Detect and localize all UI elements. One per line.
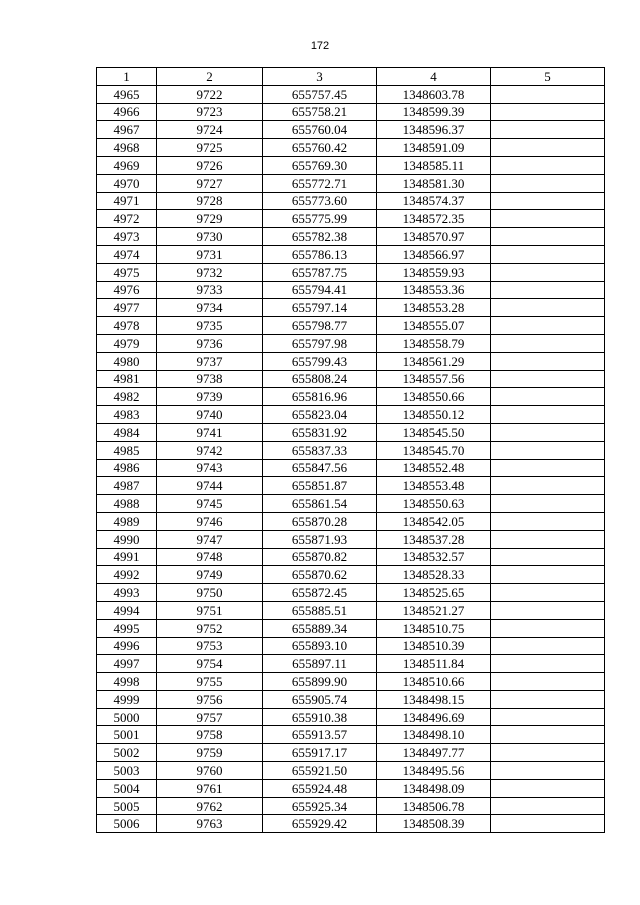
table-cell: 9762 [157, 797, 263, 815]
table-cell: 1348550.12 [377, 406, 491, 424]
table-cell: 4984 [97, 423, 157, 441]
table-cell: 9729 [157, 210, 263, 228]
table-cell [491, 263, 605, 281]
table-cell [491, 584, 605, 602]
table-cell: 1348508.39 [377, 815, 491, 833]
table-row [97, 779, 605, 797]
table-cell: 655889.34 [263, 619, 377, 637]
table-cell: 1348521.27 [377, 601, 491, 619]
table-cell: 9761 [157, 779, 263, 797]
table-cell [491, 815, 605, 833]
table-row [97, 139, 605, 157]
table-cell: 1348553.48 [377, 477, 491, 495]
table-cell: 9739 [157, 388, 263, 406]
table-cell [491, 156, 605, 174]
table-row [97, 797, 605, 815]
table-cell: 1348566.97 [377, 245, 491, 263]
table-cell: 9734 [157, 299, 263, 317]
table-row [97, 690, 605, 708]
table-cell: 655772.71 [263, 174, 377, 192]
table-cell: 4976 [97, 281, 157, 299]
table-cell [491, 495, 605, 513]
table-cell: 9756 [157, 690, 263, 708]
table-cell: 4967 [97, 121, 157, 139]
table-cell: 655808.24 [263, 370, 377, 388]
table-cell: 1348525.65 [377, 584, 491, 602]
table-cell: 1348596.37 [377, 121, 491, 139]
table-cell [491, 370, 605, 388]
table-cell [491, 121, 605, 139]
table-cell: 4974 [97, 245, 157, 263]
table-row [97, 174, 605, 192]
table-cell: 1348510.66 [377, 673, 491, 691]
table-cell: 4994 [97, 601, 157, 619]
table-cell [491, 655, 605, 673]
table-cell [491, 388, 605, 406]
table-cell: 1348542.05 [377, 512, 491, 530]
table-cell: 4987 [97, 477, 157, 495]
table-cell: 655872.45 [263, 584, 377, 602]
table-row [97, 352, 605, 370]
table-cell: 9722 [157, 85, 263, 103]
table-cell: 655786.13 [263, 245, 377, 263]
table-cell [491, 317, 605, 335]
table-cell: 9735 [157, 317, 263, 335]
table-row [97, 566, 605, 584]
table-cell: 655773.60 [263, 192, 377, 210]
table-cell: 655831.92 [263, 423, 377, 441]
table-cell: 4972 [97, 210, 157, 228]
table-cell: 1348574.37 [377, 192, 491, 210]
table-row [97, 512, 605, 530]
table-cell: 5004 [97, 779, 157, 797]
table-cell: 1348552.48 [377, 459, 491, 477]
table-cell: 655799.43 [263, 352, 377, 370]
table-cell [491, 797, 605, 815]
table-cell: 1348558.79 [377, 334, 491, 352]
table-cell: 1348553.36 [377, 281, 491, 299]
table-cell: 655893.10 [263, 637, 377, 655]
table-cell: 1348550.66 [377, 388, 491, 406]
table-cell: 1348497.77 [377, 744, 491, 762]
table-cell [491, 85, 605, 103]
table-cell: 4969 [97, 156, 157, 174]
table-cell: 9759 [157, 744, 263, 762]
table-cell: 1348603.78 [377, 85, 491, 103]
table-cell: 9730 [157, 228, 263, 246]
table-cell: 4975 [97, 263, 157, 281]
table-cell [491, 601, 605, 619]
table-header-row [97, 68, 605, 86]
table-cell: 655897.11 [263, 655, 377, 673]
table-cell: 4970 [97, 174, 157, 192]
table-cell: 9740 [157, 406, 263, 424]
table-cell: 4977 [97, 299, 157, 317]
table-cell: 9757 [157, 708, 263, 726]
table-cell: 9725 [157, 139, 263, 157]
table-cell: 9741 [157, 423, 263, 441]
table-cell: 4989 [97, 512, 157, 530]
table-cell [491, 708, 605, 726]
column-header: 3 [263, 68, 377, 86]
table-cell: 9733 [157, 281, 263, 299]
table-cell: 5002 [97, 744, 157, 762]
table-row [97, 210, 605, 228]
table-cell: 655925.34 [263, 797, 377, 815]
table-row [97, 655, 605, 673]
table-cell: 655769.30 [263, 156, 377, 174]
table-cell: 1348498.15 [377, 690, 491, 708]
table-cell: 655798.77 [263, 317, 377, 335]
table-cell: 4991 [97, 548, 157, 566]
table-cell: 4997 [97, 655, 157, 673]
table-cell: 4983 [97, 406, 157, 424]
table-cell: 9738 [157, 370, 263, 388]
table-row [97, 584, 605, 602]
table-cell: 1348532.57 [377, 548, 491, 566]
table-row [97, 370, 605, 388]
table-cell: 1348498.10 [377, 726, 491, 744]
table-cell [491, 441, 605, 459]
table-cell [491, 299, 605, 317]
table-cell [491, 406, 605, 424]
table-cell: 655797.14 [263, 299, 377, 317]
table-row [97, 281, 605, 299]
table-cell: 655929.42 [263, 815, 377, 833]
table-cell: 4968 [97, 139, 157, 157]
table-cell [491, 726, 605, 744]
table-cell: 4992 [97, 566, 157, 584]
table-row [97, 263, 605, 281]
table-cell: 9760 [157, 762, 263, 780]
table-cell [491, 619, 605, 637]
table-cell: 4998 [97, 673, 157, 691]
table-cell [491, 103, 605, 121]
table-cell: 1348545.50 [377, 423, 491, 441]
table-cell [491, 245, 605, 263]
table-cell [491, 566, 605, 584]
table-row [97, 156, 605, 174]
table-row [97, 548, 605, 566]
table-cell: 4982 [97, 388, 157, 406]
table-cell: 655816.96 [263, 388, 377, 406]
table-cell: 1348559.93 [377, 263, 491, 281]
table-cell: 9763 [157, 815, 263, 833]
table-cell: 9753 [157, 637, 263, 655]
table-cell: 655885.51 [263, 601, 377, 619]
table-cell [491, 690, 605, 708]
table-cell [491, 744, 605, 762]
table-cell: 9724 [157, 121, 263, 139]
table-cell: 9743 [157, 459, 263, 477]
table-cell: 4990 [97, 530, 157, 548]
table-cell: 655794.41 [263, 281, 377, 299]
table-cell: 655871.93 [263, 530, 377, 548]
table-cell: 655870.28 [263, 512, 377, 530]
column-header: 1 [97, 68, 157, 86]
table-cell: 9746 [157, 512, 263, 530]
table-cell: 9748 [157, 548, 263, 566]
table-cell: 655851.87 [263, 477, 377, 495]
table-cell: 9742 [157, 441, 263, 459]
table-row [97, 85, 605, 103]
table-cell: 9744 [157, 477, 263, 495]
table-cell: 1348510.39 [377, 637, 491, 655]
table-cell: 9749 [157, 566, 263, 584]
table-row [97, 495, 605, 513]
table-cell: 655775.99 [263, 210, 377, 228]
table-cell: 1348591.09 [377, 139, 491, 157]
table-cell [491, 459, 605, 477]
table-cell: 4999 [97, 690, 157, 708]
table-cell: 9737 [157, 352, 263, 370]
table-cell: 655782.38 [263, 228, 377, 246]
table-row [97, 299, 605, 317]
table-cell: 1348506.78 [377, 797, 491, 815]
table-cell: 9732 [157, 263, 263, 281]
table-cell: 1348572.35 [377, 210, 491, 228]
table-cell: 9726 [157, 156, 263, 174]
table-cell: 5003 [97, 762, 157, 780]
table-body [97, 85, 605, 832]
table-cell [491, 281, 605, 299]
table-cell: 1348585.11 [377, 156, 491, 174]
table-cell: 9723 [157, 103, 263, 121]
table-cell: 1348561.29 [377, 352, 491, 370]
table-cell: 4980 [97, 352, 157, 370]
table-cell: 4993 [97, 584, 157, 602]
column-header: 4 [377, 68, 491, 86]
table-cell: 4996 [97, 637, 157, 655]
table-row [97, 601, 605, 619]
table-cell: 1348550.63 [377, 495, 491, 513]
table-cell: 9758 [157, 726, 263, 744]
table-cell: 4966 [97, 103, 157, 121]
table-cell: 9750 [157, 584, 263, 602]
table-row [97, 815, 605, 833]
page-number: 172 [310, 40, 330, 52]
table-cell: 655917.17 [263, 744, 377, 762]
table-cell [491, 210, 605, 228]
coordinates-table [96, 67, 605, 833]
table-cell: 655760.04 [263, 121, 377, 139]
table-cell: 1348495.56 [377, 762, 491, 780]
table-row [97, 228, 605, 246]
table-cell: 1348570.97 [377, 228, 491, 246]
table-row [97, 423, 605, 441]
table-cell: 655905.74 [263, 690, 377, 708]
table-cell: 9754 [157, 655, 263, 673]
table-cell: 655861.54 [263, 495, 377, 513]
table-row [97, 192, 605, 210]
table-cell: 1348510.75 [377, 619, 491, 637]
table-row [97, 317, 605, 335]
table-cell: 1348511.84 [377, 655, 491, 673]
table-row [97, 673, 605, 691]
table-cell: 9727 [157, 174, 263, 192]
table-cell [491, 139, 605, 157]
table-cell: 1348528.33 [377, 566, 491, 584]
table-row [97, 530, 605, 548]
table-cell: 655870.82 [263, 548, 377, 566]
column-header: 2 [157, 68, 263, 86]
table-cell: 9728 [157, 192, 263, 210]
table-cell: 1348537.28 [377, 530, 491, 548]
table-row [97, 406, 605, 424]
table-cell: 655899.90 [263, 673, 377, 691]
table-row [97, 637, 605, 655]
table-cell: 655787.75 [263, 263, 377, 281]
table-cell: 1348545.70 [377, 441, 491, 459]
table-cell: 9755 [157, 673, 263, 691]
table-cell [491, 423, 605, 441]
table-cell: 5000 [97, 708, 157, 726]
table-cell: 1348581.30 [377, 174, 491, 192]
table-cell: 9736 [157, 334, 263, 352]
table-cell: 4965 [97, 85, 157, 103]
table-cell: 4985 [97, 441, 157, 459]
table-cell: 5006 [97, 815, 157, 833]
table-row [97, 334, 605, 352]
table-row [97, 726, 605, 744]
table-row [97, 441, 605, 459]
column-header: 5 [491, 68, 605, 86]
table-cell: 4973 [97, 228, 157, 246]
table-cell [491, 192, 605, 210]
table-cell [491, 477, 605, 495]
table-row [97, 708, 605, 726]
table-row [97, 762, 605, 780]
table-cell [491, 174, 605, 192]
table-cell: 655921.50 [263, 762, 377, 780]
table-cell: 655797.98 [263, 334, 377, 352]
table-cell: 9731 [157, 245, 263, 263]
table-cell: 655913.57 [263, 726, 377, 744]
table-cell: 655823.04 [263, 406, 377, 424]
table-row [97, 619, 605, 637]
table-cell: 1348557.56 [377, 370, 491, 388]
table-row [97, 103, 605, 121]
table-cell [491, 548, 605, 566]
table-cell: 9747 [157, 530, 263, 548]
table-cell [491, 334, 605, 352]
table-row [97, 477, 605, 495]
table-cell [491, 637, 605, 655]
table-row [97, 121, 605, 139]
table-cell: 4995 [97, 619, 157, 637]
table-cell: 4986 [97, 459, 157, 477]
table-cell [491, 762, 605, 780]
table-cell [491, 228, 605, 246]
table-cell: 655924.48 [263, 779, 377, 797]
table-cell: 655760.42 [263, 139, 377, 157]
table-cell: 655837.33 [263, 441, 377, 459]
table-row [97, 459, 605, 477]
table-cell: 655847.56 [263, 459, 377, 477]
table-cell: 4988 [97, 495, 157, 513]
table-cell: 1348498.09 [377, 779, 491, 797]
table-cell: 1348599.39 [377, 103, 491, 121]
table-cell: 9752 [157, 619, 263, 637]
table-cell: 9745 [157, 495, 263, 513]
table-cell: 4971 [97, 192, 157, 210]
table-cell: 5005 [97, 797, 157, 815]
table-cell: 655757.45 [263, 85, 377, 103]
table-row [97, 388, 605, 406]
table-row [97, 744, 605, 762]
table-cell: 5001 [97, 726, 157, 744]
table-cell [491, 530, 605, 548]
table-cell: 655870.62 [263, 566, 377, 584]
table-cell: 4979 [97, 334, 157, 352]
table-cell [491, 673, 605, 691]
table-cell: 1348555.07 [377, 317, 491, 335]
table-cell: 655910.38 [263, 708, 377, 726]
table-row [97, 245, 605, 263]
table-cell: 4981 [97, 370, 157, 388]
table-cell [491, 512, 605, 530]
table-cell [491, 779, 605, 797]
table-cell: 655758.21 [263, 103, 377, 121]
table-cell: 1348553.28 [377, 299, 491, 317]
table-cell: 1348496.69 [377, 708, 491, 726]
table-cell: 9751 [157, 601, 263, 619]
table-cell: 4978 [97, 317, 157, 335]
table-cell [491, 352, 605, 370]
